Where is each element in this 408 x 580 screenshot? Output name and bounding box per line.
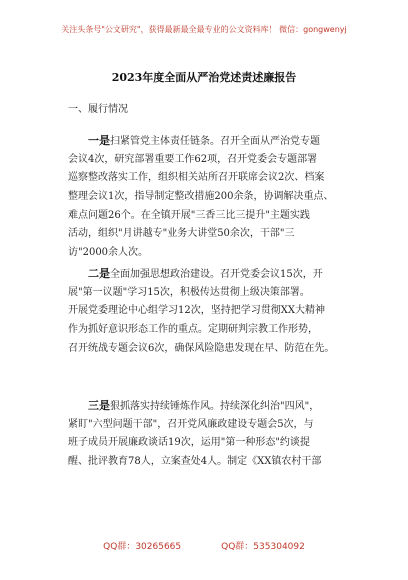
- paragraph-1: [68, 132, 358, 263]
- paragraph-line: [68, 132, 358, 151]
- promo-banner: 关注头条号"公文研究"，获得最新最全最专业的公文资料库！ 微信：gongwenyj: [61, 25, 347, 34]
- paragraph-lead: 三是: [88, 399, 110, 412]
- document-title: 2023年度全面从严治党述责述廉报告: [111, 71, 297, 84]
- paragraph-line: 开展党委理论中心组学习12次，坚持把学习贯彻XX大精神: [68, 305, 325, 317]
- paragraph-line: [68, 397, 358, 416]
- paragraph-2: [68, 265, 358, 358]
- paragraph-line: 作为抓好意识形态工作的重点。定期研判宗教工作形势，: [68, 324, 318, 336]
- paragraph-line: [68, 265, 358, 284]
- paragraph-3: [68, 397, 358, 472]
- paragraph-line: 巡察整改落实工作，组织相关站所召开联席会议2次、档案: [68, 172, 325, 184]
- paragraph-line: 召开统战专题会议6次，确保风险隐患发现在早、防范在先。: [68, 342, 335, 354]
- paragraph-line: 整理会议1次，指导制定整改措施200余条，协调解决重点、: [68, 191, 334, 203]
- paragraph-line: 醒、批评教育78人，立案查处4人。制定《XX镇农村干部: [68, 456, 322, 468]
- paragraph-line: 会议4次，研究部署重要工作62项，召开党委会专题部署: [68, 153, 318, 165]
- paragraph-lead: 一是: [88, 134, 110, 147]
- paragraph-line-text: 狠抓落实持续锤炼作风。持续深化纠治"四风"，: [110, 401, 320, 412]
- paragraph-line: 访"2000余人次。: [68, 247, 149, 259]
- paragraph-line: 班子成员开展廉政谈话19次，运用"第一种形态"约谈提: [68, 437, 310, 449]
- paragraph-line-text: 全面加强思想政治建设。召开党委会议15次，开: [110, 269, 323, 280]
- qq-group-2: QQ群：535304092: [221, 542, 305, 552]
- qq-group-1: QQ群：30265665: [103, 542, 182, 552]
- paragraph-line: 展"第一议题"学习15次，积极传达贯彻上级决策部署。: [68, 286, 310, 298]
- section-heading: 一、履行情况: [68, 104, 128, 115]
- paragraph-line: 活动，组织"月讲越专"业务大讲堂50余次，干部"三: [68, 228, 295, 240]
- paragraph-line-text: 扫紧管党主体责任链条。召开全面从严治党专题: [110, 136, 320, 147]
- paragraph-line: 紧盯"六型问题干部"，召开党风廉政建设专题会5次，与: [68, 418, 314, 430]
- footer-contacts: [0, 539, 408, 552]
- paragraph-lead: 二是: [88, 267, 110, 280]
- paragraph-line: 难点问题26个。在全镇开展"三香三比三提升"主题实践: [68, 209, 310, 221]
